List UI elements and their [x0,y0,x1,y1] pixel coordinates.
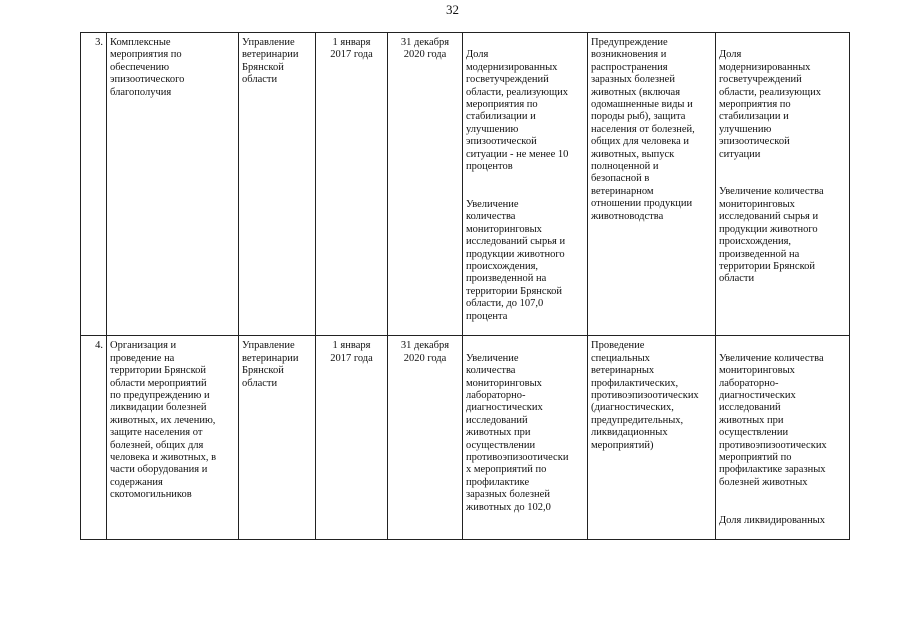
target-indicators [463,33,588,336]
row-number: 4. [81,336,107,540]
table-row [81,33,850,336]
linked-indicator-text: Увеличение количества мониторинговых лабораторно- диагностических исследований животных при осуществлении противоэпизоотических мероприятий по профилактике заразных болезней животных [719,352,827,488]
linked-indicator-text: Доля модернизированных госветучреждений области, реализующих мероприятия по стабилизации и улучшению эпизоотической ситуации [719,49,821,160]
linked-indicators [716,33,850,336]
executor: Управление ветеринарии Брянской области [239,33,316,336]
page-number: 32 [446,2,459,17]
target-indicators [463,336,588,540]
measure-name: Комплексные мероприятия по обеспечению эпизоотического благополучия [107,33,239,336]
end-date: 31 декабря 2020 года [388,33,463,336]
expected-result: Проведение специальных ветеринарных профилактических, противоэпизоотических (диагностических, предупредительных, ликвидационных мероприятий) [588,336,716,540]
table-row [81,336,850,540]
linked-indicators [716,336,850,540]
linked-indicator-text: Увеличение количества мониторинговых исследований сырья и продукции животного происхождения, произведенной на территории Брянской области [719,186,824,285]
start-date: 1 января 2017 года [316,336,388,540]
indicator-text: Доля модернизированных госветучреждений области, реализующих мероприятия по стабилизации и улучшению эпизоотической ситуации - не менее 10 процентов [466,49,569,173]
indicator-text: Увеличение количества мониторинговых лабораторно- диагностических исследований животных при осуществлении противоэпизоотически х мероприятий по профилактике заразных болезней животных до 102,0 [466,352,569,513]
indicator-text: Увеличение количества мониторинговых исследований сырья и продукции животного происхождения, произведенной на территории Брянской области, до 107,0 процента [466,198,566,322]
linked-indicator-text: Доля ликвидированных [719,514,825,526]
row-number: 3. [81,33,107,336]
measure-name: Организация и проведение на территории Брянской области мероприятий по предупреждению и ликвидации болезней животных, их лечению, защите населения от болезней, общих для человека и животных, в части оборудования и содержания скотомогильников [107,336,239,540]
expected-result: Предупреждение возникновения и распространения заразных болезней животных (включая одомашненные виды и породы рыб), защита населения от болезней, общих для человека и животных, выпуск полноценной и безопасной в ветеринарном отношении продукции животноводства [588,33,716,336]
executor: Управление ветеринарии Брянской области [239,336,316,540]
program-measures-table [80,32,850,540]
start-date: 1 января 2017 года [316,33,388,336]
end-date: 31 декабря 2020 года [388,336,463,540]
